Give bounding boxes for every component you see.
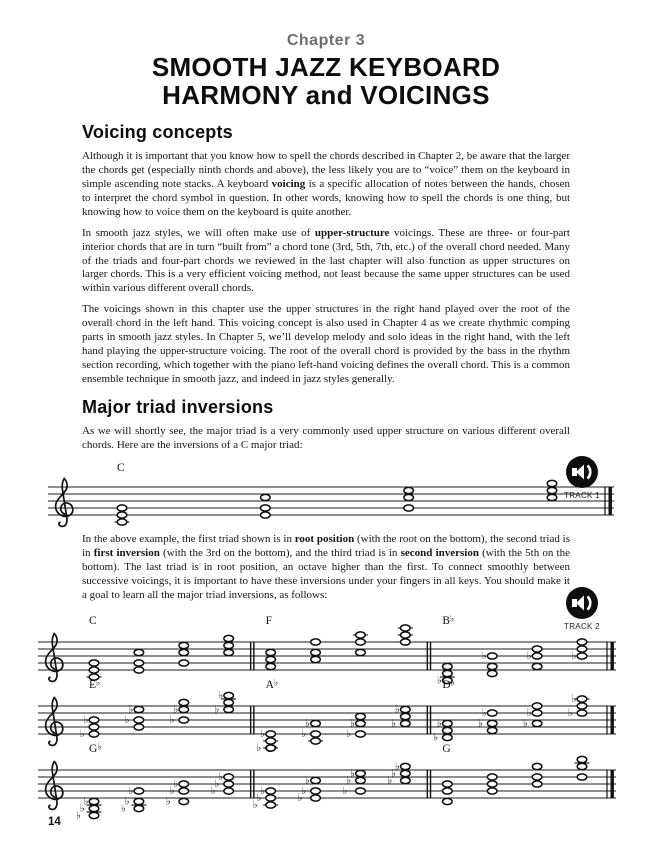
track-1-badge	[558, 455, 606, 500]
svg-text:♭: ♭	[218, 689, 224, 702]
svg-text:G: G	[442, 743, 451, 755]
track-2-label: TRACK 2	[564, 622, 600, 631]
svg-text:C: C	[117, 462, 125, 475]
svg-text:♭: ♭	[387, 774, 393, 787]
paragraph-3: The voicings shown in this chapter use the upper structures in the right hand played over the root of the overall chord in the left hand. This voicing concept is also used in Chapter 4 as we create rhythmic comping parts in smooth jazz styles. In Chapter 5, we’ll develop melody and solo ideas in the right hand, with the left hand playing the upper-structure voicing. The root of the overall chord is provided by the bass in the rhythm section recording, which together with the piano left-hand voicing defines the overall chord. This is a common ensemble technique in smooth jazz, and indeed in jazz styles generally.	[82, 303, 570, 385]
track-1-label: TRACK 1	[564, 491, 600, 500]
svg-text:♭: ♭	[305, 774, 311, 787]
svg-text:♭: ♭	[260, 785, 266, 798]
svg-text:♭: ♭	[256, 742, 262, 755]
svg-text:♭: ♭	[477, 717, 483, 730]
svg-text:♭: ♭	[522, 717, 528, 730]
svg-text:♭: ♭	[391, 767, 397, 780]
svg-text:♭: ♭	[120, 802, 126, 815]
svg-text:♭: ♭	[571, 693, 577, 706]
speaker-icon	[558, 455, 606, 489]
track-2-badge	[558, 586, 606, 631]
svg-text:♭: ♭	[128, 785, 134, 798]
paragraph-2: In smooth jazz styles, we will often make use of upper-structure voicings. These are three- or four-part interior chords that are in turn “built from” a chord tone (3rd, 5th, 7th, etc.) of the overall chord needed. Many of the triads and four-part chords we reviewed in the last chapter will also function as upper structures on larger chords. This is a very efficient voicing method, not least because the same upper structures can be used within various different overall chords.	[82, 226, 570, 295]
svg-text:♭: ♭	[297, 792, 303, 805]
title-line-2: HARMONY and VOICINGS	[162, 80, 490, 111]
svg-text:♭: ♭	[436, 674, 442, 687]
page-title	[82, 53, 570, 109]
svg-text:♭: ♭	[169, 785, 175, 798]
svg-text:♭: ♭	[256, 792, 262, 805]
paragraph-1: Although it is important that you know how to spell the chords described in Chapter 2, be aware that the larger the chords get (especially ninth chords and above), the less likely you are to “voice” them on the keyboard in simple ascending note stacks. A keyboard voicing is a specific allocation of notes between the hands, chosen to interpret the chord symbol in question. In other words, knowing how to spell the chords is one thing, but knowing how to voice them on the keyboard is quite another.	[82, 150, 570, 218]
svg-text:C: C	[89, 615, 97, 627]
svg-text:G♭: G♭	[89, 742, 102, 755]
svg-text:♭: ♭	[301, 728, 307, 741]
svg-text:♭: ♭	[346, 774, 352, 787]
svg-text:♭: ♭	[124, 714, 130, 727]
music-system-row-eb-ab-db	[38, 674, 577, 755]
svg-text:♭: ♭	[210, 785, 216, 798]
music-exercise-rows	[75, 610, 577, 822]
svg-text:♭: ♭	[83, 795, 89, 808]
svg-text:♭: ♭	[214, 703, 220, 716]
svg-text:A♭: A♭	[265, 678, 279, 691]
svg-text:♭: ♭	[252, 799, 258, 812]
section-heading-major-triad-inversions: Major triad inversions	[82, 396, 274, 417]
page-number: 14	[48, 816, 61, 828]
svg-text:♭: ♭	[391, 717, 397, 730]
svg-text:♭: ♭	[526, 650, 532, 663]
svg-text:♭: ♭	[260, 728, 266, 741]
svg-text:♭: ♭	[436, 717, 442, 730]
svg-text:♭: ♭	[394, 703, 400, 716]
svg-text:♭: ♭	[218, 771, 224, 784]
svg-text:D♭: D♭	[442, 678, 455, 691]
svg-text:♭: ♭	[79, 802, 85, 815]
svg-text:♭: ♭	[75, 809, 81, 822]
svg-text:C♭: C♭	[265, 742, 278, 755]
section-heading-voicing-concepts: Voicing concepts	[82, 122, 233, 143]
svg-text:♭: ♭	[571, 650, 577, 663]
svg-text:♭: ♭	[305, 717, 311, 730]
svg-text:♭: ♭	[394, 760, 400, 773]
chapter-label: Chapter 3	[286, 32, 366, 49]
svg-text:♭: ♭	[124, 795, 130, 808]
svg-text:♭: ♭	[128, 703, 134, 716]
title-line-1: SMOOTH JAZZ KEYBOARD	[151, 52, 501, 82]
svg-text:♭: ♭	[173, 778, 179, 791]
svg-text:♭: ♭	[165, 795, 171, 808]
svg-text:♭: ♭	[481, 650, 487, 663]
svg-text:♭: ♭	[349, 767, 355, 780]
speaker-icon	[558, 586, 606, 620]
svg-text:♭: ♭	[301, 785, 307, 798]
svg-text:♭: ♭	[169, 714, 175, 727]
svg-text:♭: ♭	[346, 728, 352, 741]
svg-text:♭: ♭	[481, 707, 487, 720]
svg-text:B♭: B♭	[442, 614, 455, 627]
paragraph-4: As we will shortly see, the major triad is a very commonly used upper structure on various different overall chords. Here are the inversions of a C major triad:	[82, 424, 570, 451]
svg-text:♭: ♭	[79, 728, 85, 741]
svg-text:♭: ♭	[433, 731, 439, 744]
svg-text:♭: ♭	[342, 785, 348, 798]
svg-text:♭: ♭	[567, 707, 573, 720]
paragraph-5: In the above example, the first triad shown is in root position (with the root on the bottom), the second triad is in first inversion (with the 3rd on the bottom), and the third triad is in second inversion (with the 5th on the bottom). The last triad is in root position, an octave higher than the first. To connect smoothly between successive voicings, it is important to have these inversions under your fingers in all keys. You should make it a goal to learn all the major triad inversions, as follows:	[82, 533, 570, 602]
svg-text:E♭: E♭	[89, 678, 101, 691]
svg-text:♭: ♭	[214, 778, 220, 791]
svg-text:♭: ♭	[349, 717, 355, 730]
svg-text:F: F	[265, 615, 273, 627]
music-system-row-c-f-bb	[38, 610, 577, 687]
svg-text:♭: ♭	[83, 714, 89, 727]
music-system-c-major-inversions	[48, 459, 570, 517]
svg-text:♭: ♭	[526, 707, 532, 720]
svg-text:♭: ♭	[173, 703, 179, 716]
